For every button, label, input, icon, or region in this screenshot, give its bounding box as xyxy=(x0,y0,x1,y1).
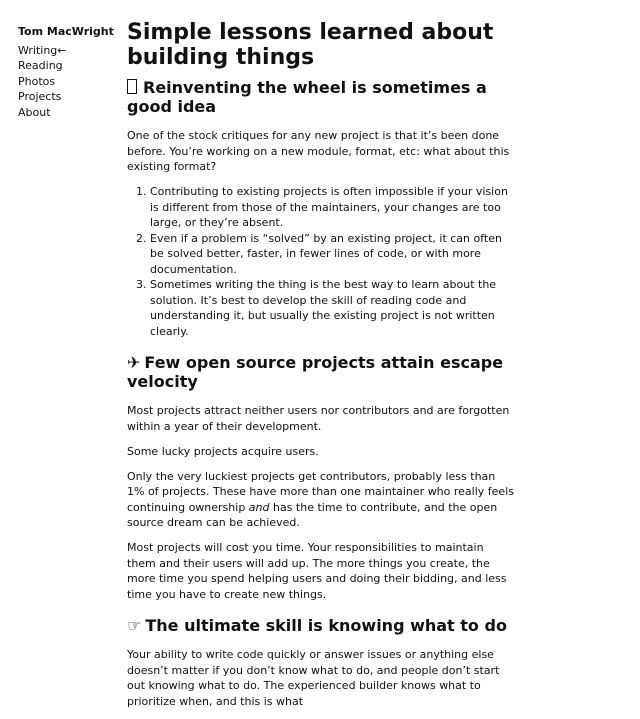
section-heading-text: Reinventing the wheel is sometimes a good idea xyxy=(127,78,487,116)
pointing-hand-icon: ☞ xyxy=(127,616,142,635)
text-span: Only the very luckiest projects get contributors, probably less than 1% of projects. These have more than one maintainer who really feels continuing ownership xyxy=(127,469,514,514)
paragraph: Most projects attract neither users nor contributors and are forgotten within a year of their development. xyxy=(127,404,510,433)
paragraph: One of the stock critiques for any new project is that it’s been done before. You’re working on a new module, format, etc: what about this existing format? xyxy=(127,129,510,173)
list-item: 1. Contributing to existing projects is often impossible if your vision is different from those of the maintainers, your changes are too large, or they’re absent. xyxy=(150,184,515,231)
text-span: has the time to contribute, and the open source dream can be achieved. xyxy=(127,500,498,529)
section-heading-text: The ultimate skill is knowing what to do xyxy=(145,616,507,635)
section-heading-escape-velocity xyxy=(127,353,515,391)
paragraph: Most projects will cost you time. Your responsibilities to maintain them and their users will add up. The more things you create, the more time you spend helping users and doing their bidding, and less time you have to create new things. xyxy=(127,541,507,601)
article-title: Simple lessons learned about building things xyxy=(127,20,494,70)
nav-item-projects[interactable]: Projects xyxy=(18,90,62,103)
list-item: 2. Even if a problem is “solved” by an existing project, it can often be solved better, faster, in fewer lines of code, or with more documentation. xyxy=(150,231,515,278)
section-heading-text: Few open source projects attain escape velocity xyxy=(127,353,504,391)
paragraph: Some lucky projects acquire users. xyxy=(127,444,319,458)
site-name[interactable]: Tom MacWright xyxy=(18,25,114,38)
paragraph: Your ability to write code quickly or answer issues or anything else doesn’t matter if you don’t know what to do, and people don’t start out knowing what to do. The experienced builder knows what to prioritize when, and this is what xyxy=(127,648,500,708)
article xyxy=(127,20,515,719)
tofu-box-icon xyxy=(127,79,137,94)
nav-item-reading[interactable]: Reading xyxy=(18,59,63,72)
paragraph xyxy=(127,469,515,531)
emphasis: and xyxy=(248,500,270,514)
section-heading-reinventing xyxy=(127,78,515,116)
nav-item-about[interactable]: About xyxy=(18,105,51,119)
nav-item-writing[interactable]: Writing← xyxy=(18,43,67,57)
sidebar xyxy=(18,24,118,120)
list-item: 3. Sometimes writing the thing is the best way to learn about the solution. It’s best to develop the skill of reading code and understanding it, but usually the existing project is not written clearly. xyxy=(150,277,515,339)
nav-item-photos[interactable]: Photos xyxy=(18,74,56,88)
numbered-list xyxy=(127,184,515,339)
section-heading-ultimate-skill xyxy=(127,616,515,635)
airplane-icon: ✈ xyxy=(127,353,141,372)
